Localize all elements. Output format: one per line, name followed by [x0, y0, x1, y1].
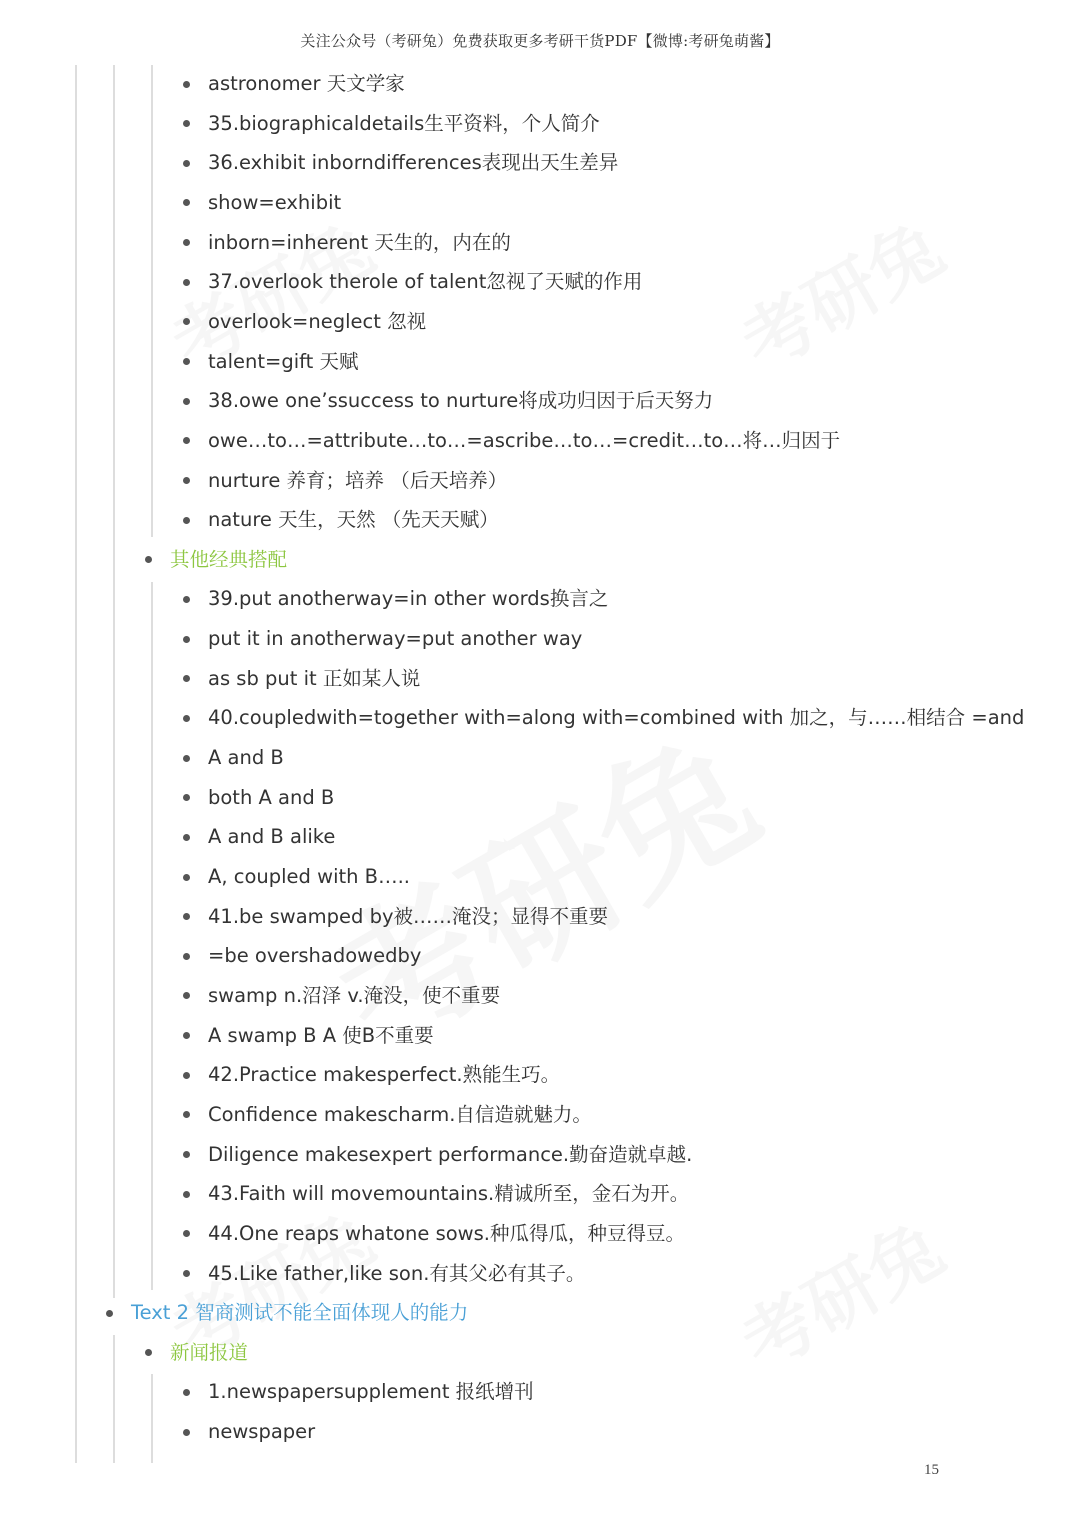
list-item-text: 44.One reaps whatone sows.种瓜得瓜，种豆得豆。 — [208, 1221, 685, 1245]
list-item-text: 39.put anotherway=in other words换言之 — [208, 587, 609, 611]
bullet-dot-icon — [183, 1191, 190, 1198]
bullet-dot-icon — [145, 556, 152, 563]
bullet-dot-icon — [145, 1349, 152, 1356]
bullet-dot-icon — [183, 1230, 190, 1237]
list-item-text: talent=gift 天赋 — [208, 349, 359, 373]
list-item-text: swamp n.沼泽 v.淹没，使不重要 — [208, 983, 501, 1007]
bullet-dot-icon — [183, 160, 190, 167]
list-item-text: put it in anotherway=put another way — [208, 627, 583, 651]
bullet-dot-icon — [183, 675, 190, 682]
bullet-dot-icon — [183, 1032, 190, 1039]
bullet-dot-icon — [183, 120, 190, 127]
list-item-text: newspaper — [208, 1420, 316, 1444]
list-item-text: nature 天生，天然 （先天天赋） — [208, 508, 499, 532]
list-item-text: as sb put it 正如某人说 — [208, 666, 421, 690]
list-item-text: 1.newspapersupplement 报纸增刊 — [208, 1380, 534, 1404]
bullet-dot-icon — [106, 1310, 113, 1317]
list-item-text: 43.Faith will movemountains.精诚所至，金石为开。 — [208, 1182, 690, 1206]
bullet-dot-icon — [183, 913, 190, 920]
bullet-dot-icon — [183, 239, 190, 246]
list-item-text: 35.biographicaldetails生平资料，个人简介 — [208, 111, 600, 135]
list-item-text: 新闻报道 — [170, 1340, 249, 1364]
page-header: 关注公众号（考研兔）免费获取更多考研干货PDF【微博:考研兔萌酱】 — [300, 32, 780, 50]
bullet-dot-icon — [183, 437, 190, 444]
bullet-dot-icon — [183, 1151, 190, 1158]
bullet-dot-icon — [183, 1429, 190, 1436]
page-number: 15 — [924, 1462, 939, 1478]
list-item-text: 37.overlook therole of talent忽视了天赋的作用 — [208, 270, 643, 294]
bullet-dot-icon — [183, 992, 190, 999]
bullet-dot-icon — [183, 874, 190, 881]
list-item-text: A and B alike — [208, 825, 336, 849]
bullet-dot-icon — [183, 794, 190, 801]
outline-guide-level2 — [113, 65, 115, 1298]
list-item-text: 41.be swamped by被……淹没；显得不重要 — [208, 904, 609, 928]
list-item-text: Confidence makescharm.自信造就魅力。 — [208, 1102, 592, 1126]
list-item-text: 42.Practice makesperfect.熟能生巧。 — [208, 1063, 561, 1087]
watermark — [720, 192, 959, 390]
bullet-dot-icon — [183, 1111, 190, 1118]
list-item-text: A swamp B A 使B不重要 — [208, 1023, 434, 1047]
bullet-dot-icon — [183, 1270, 190, 1277]
list-item-text: inborn=inherent 天生的，内在的 — [208, 230, 511, 254]
list-item-text: astronomer 天文学家 — [208, 72, 405, 95]
list-item-text: owe…to…=attribute…to…=ascribe…to…=credit…to…将…归因于 — [208, 428, 841, 452]
list-item-text: A, coupled with B….. — [208, 865, 410, 888]
list-item-text: show=exhibit — [208, 190, 342, 214]
bullet-dot-icon — [183, 596, 190, 603]
list-item-text: nurture 养育；培养 （后天培养） — [208, 468, 508, 492]
watermark — [720, 1192, 959, 1390]
bullet-dot-icon — [183, 834, 190, 841]
bullet-dot-icon — [183, 953, 190, 960]
list-item-text: 36.exhibit inborndifferences表现出天生差异 — [208, 151, 619, 175]
outline-guide-level3 — [151, 582, 153, 1290]
list-item-text: =be overshadowedby — [208, 944, 422, 968]
bullet-dot-icon — [183, 636, 190, 643]
bullet-dot-icon — [183, 715, 190, 722]
list-item-text: both A and B — [208, 785, 335, 809]
list-item-text: 45.Like father,like son.有其父必有其子。 — [208, 1261, 586, 1285]
list-item-text: 40.coupledwith=together with=along with=combined with 加之，与……相结合 =and — [208, 706, 1025, 730]
outline-guide-level1 — [75, 65, 77, 1463]
list-item-text: Text 2 智商测试不能全面体现人的能力 — [131, 1301, 469, 1325]
bullet-dot-icon — [183, 517, 190, 524]
bullet-dot-icon — [183, 1389, 190, 1396]
bullet-dot-icon — [183, 358, 190, 365]
list-item-text: overlook=neglect 忽视 — [208, 309, 427, 333]
bullet-dot-icon — [183, 477, 190, 484]
outline-guide-level3 — [151, 1374, 153, 1463]
list-item-text: 38.owe one’ssuccess to nurture将成功归因于后天努力 — [208, 389, 714, 413]
list-item-text: A and B — [208, 746, 284, 770]
bullet-dot-icon — [183, 279, 190, 286]
list-item-text: Diligence makesexpert performance.勤奋造就卓越. — [208, 1142, 693, 1166]
bullet-dot-icon — [183, 199, 190, 206]
bullet-dot-icon — [183, 755, 190, 762]
outline-guide-level2 — [113, 1335, 115, 1463]
bullet-dot-icon — [183, 81, 190, 88]
bullet-dot-icon — [183, 1072, 190, 1079]
list-item-text: 其他经典搭配 — [170, 547, 288, 571]
bullet-dot-icon — [183, 398, 190, 405]
